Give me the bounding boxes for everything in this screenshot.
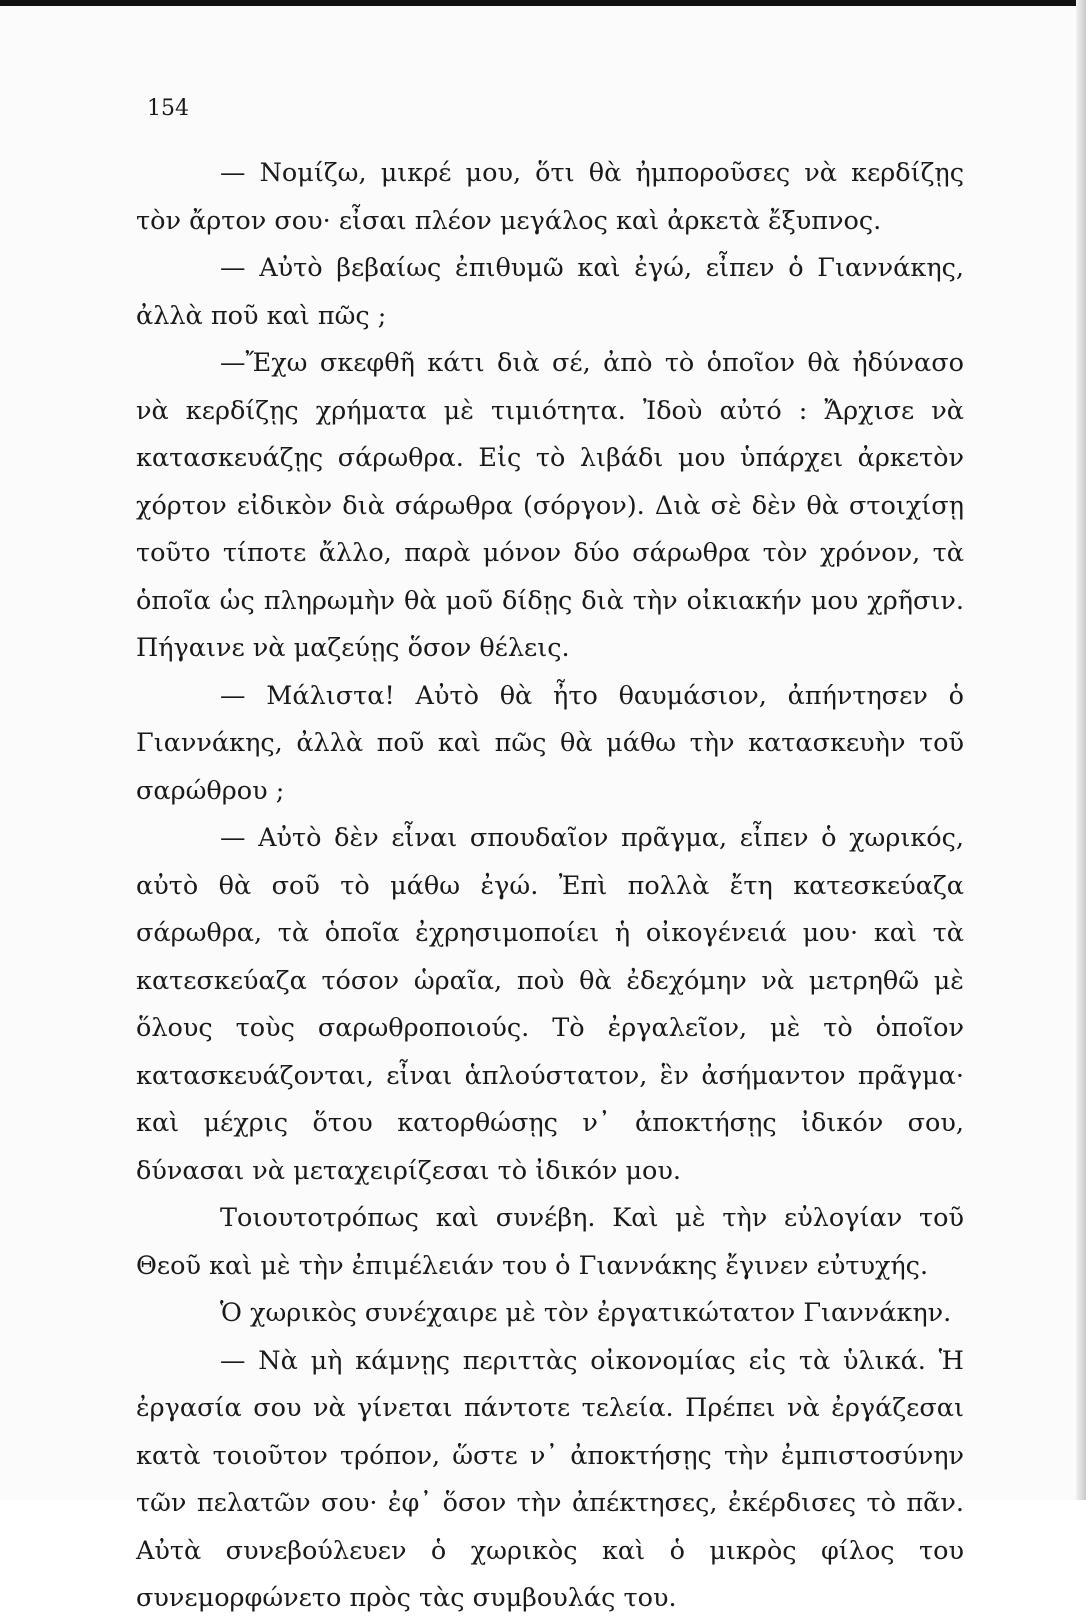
paragraph-7: Ὁ χωρικὸς συνέχαιρε μὲ τὸν ἐργατικώτατον Γιαννάκην. [220, 1298, 952, 1328]
paragraph-3: —Ἔχω σκεφθῆ κάτι διὰ σέ, ἀπὸ τὸ ὁποῖον θὰ ἠδύνασο νὰ κερδίζῃς χρήματα μὲ τιμιότητα. Ἰδοὺ αὐτό : Ἄρχισε νὰ κατασκευάζῃς σάρωθρα. Εἰς τὸ λιβάδι μου ὑπάρχει ἀρκετὸν χόρτον εἰδικὸν διὰ σάρωθρα (σόργον). Διὰ σὲ δὲν θὰ στοιχίσῃ τοῦτο τίποτε ἄλλο, παρὰ μόνον δύο σάρωθρα τὸν χρόνον, τὰ ὁποῖα ὡς πληρωμὴν θὰ μοῦ δίδῃς διὰ τὴν οἰκιακήν μου χρῆσιν. Πήγαινε νὰ μαζεύῃς ὅσον θέλεις. [136, 348, 964, 663]
paragraph-4: — Μάλιστα! Αὐτὸ θὰ ἦτο θαυμάσιον, ἀπήντησεν ὁ Γιαννάκης, ἀλλὰ ποῦ καὶ πῶς θὰ μάθω τὴν κατασκευὴν τοῦ σαρώθρου ; [136, 680, 964, 806]
paragraph-2: — Αὐτὸ βεβαίως ἐπιθυμῶ καὶ ἐγώ, εἶπεν ὁ Γιαννάκης, ἀλλὰ ποῦ καὶ πῶς ; [136, 253, 964, 331]
page-body [136, 150, 964, 1623]
page-number: 154 [147, 96, 189, 121]
paragraph-6: Τοιουτοτρόπως καὶ συνέβη. Καὶ μὲ τὴν εὐλογίαν τοῦ Θεοῦ καὶ μὲ τὴν ἐπιμέλειάν του ὁ Γιαννάκης ἔγινεν εὐτυχής. [136, 1203, 964, 1281]
paragraph-5: — Αὐτὸ δὲν εἶναι σπουδαῖον πρᾶγμα, εἶπεν ὁ χωρικός, αὐτὸ θὰ σοῦ τὸ μάθω ἐγώ. Ἐπὶ πολλὰ ἔτη κατεσκεύαζα σάρωθρα, τὰ ὁποῖα ἐχρησιμοποίει ἡ οἰκογένειά μου· καὶ τὰ κατεσκεύαζα τόσον ὡραῖα, ποὺ θὰ ἐδεχόμην νὰ μετρηθῶ μὲ ὅλους τοὺς σαρωθροποιούς. Τὸ ἐργαλεῖον, μὲ τὸ ὁποῖον κατασκευάζονται, εἶναι ἁπλούστατον, ἓν ἀσήμαντον πρᾶγμα· καὶ μέχρις ὅτου κατορθώσῃς ν᾽ ἀποκτήσῃς ἰδικόν σου, δύνασαι νὰ μεταχειρίζεσαι τὸ ἰδικόν μου. [136, 823, 964, 1186]
scan-top-border [0, 0, 1086, 6]
paragraph-1: — Νομίζω, μικρέ μου, ὅτι θὰ ἠμποροῦσες νὰ κερδίζῃς τὸν ἄρτον σου· εἶσαι πλέον μεγάλος καὶ ἀρκετὰ ἔξυπνος. [136, 158, 964, 236]
paragraph-8: — Νὰ μὴ κάμνῃς περιττὰς οἰκονομίας εἰς τὰ ὑλικά. Ἡ ἐργασία σου νὰ γίνεται πάντοτε τελεία. Πρέπει νὰ ἐργάζεσαι κατὰ τοιοῦτον τρόπον, ὥστε ν᾽ ἀποκτήσῃς τὴν ἐμπιστοσύνην τῶν πελατῶν σου· ἐφ᾽ ὅσον τὴν ἀπέκτησες, ἐκέρδισες τὸ πᾶν. Αὐτὰ συνεβούλευεν ὁ χωρικὸς καὶ ὁ μικρὸς φίλος του συνεμορφώνετο πρὸς τὰς συμβουλάς του. [136, 1345, 964, 1613]
scan-right-shadow [1076, 0, 1086, 1500]
